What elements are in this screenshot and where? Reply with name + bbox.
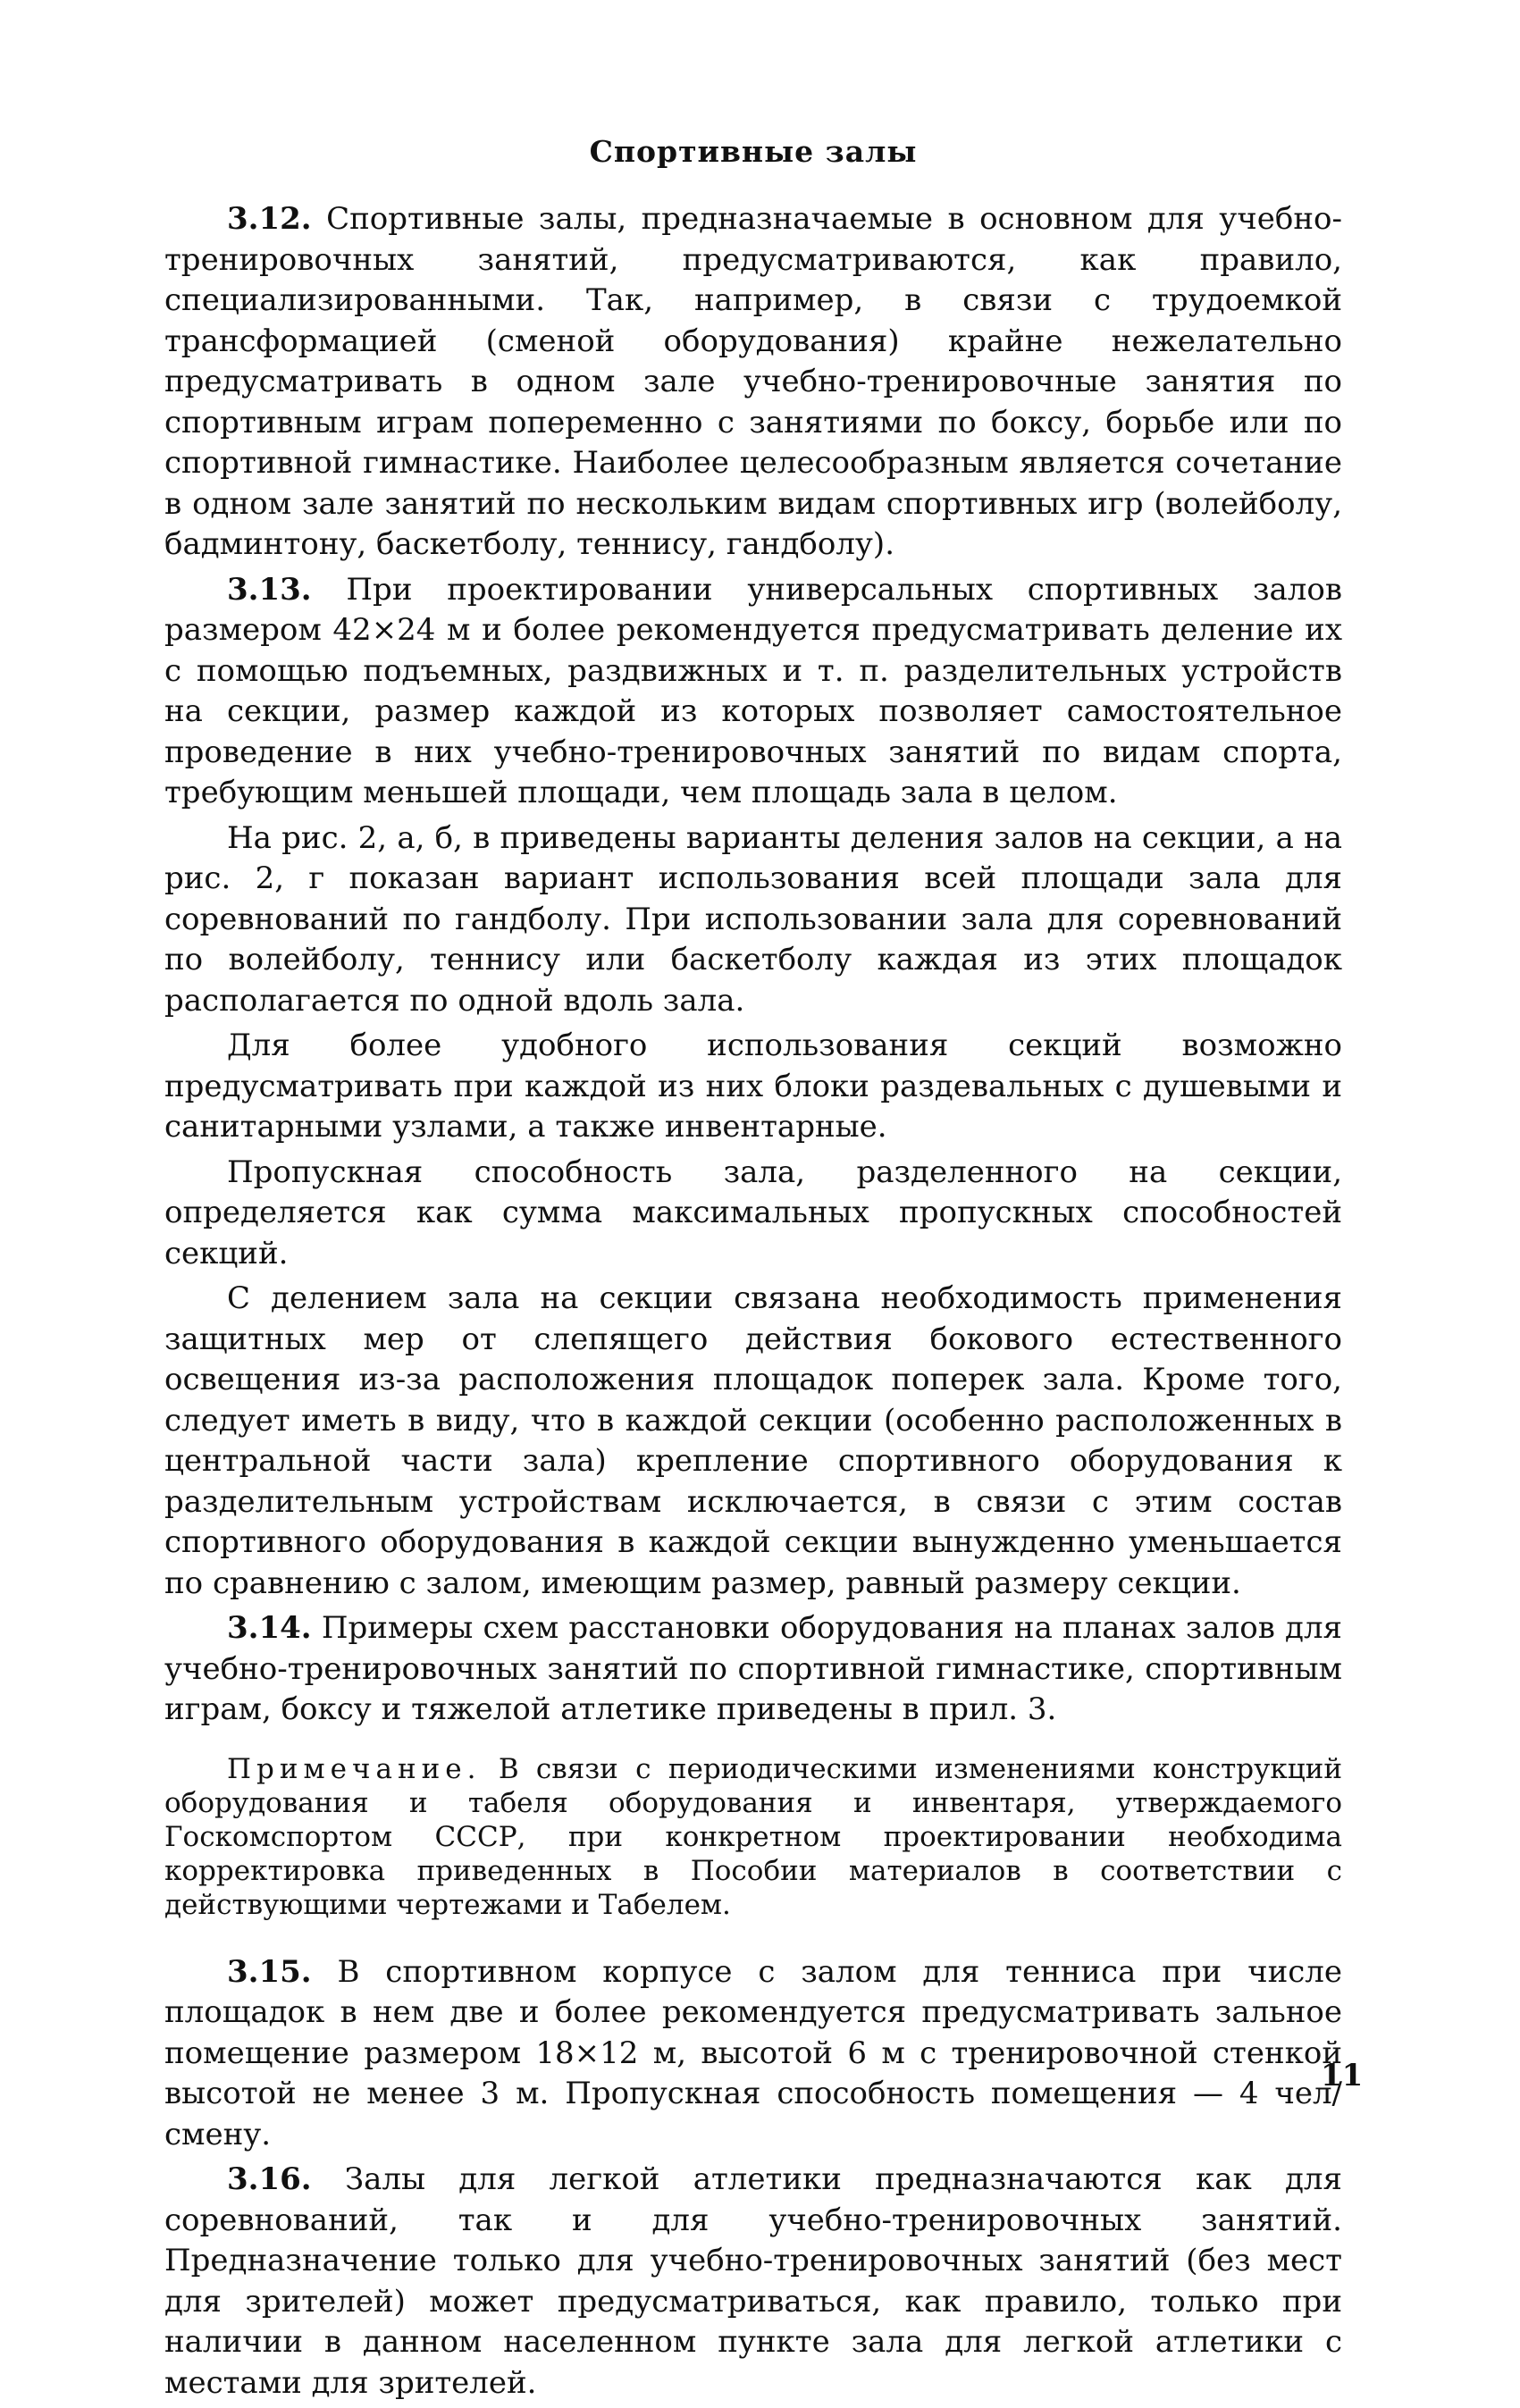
paragraph-text: Пропускная способность зала, разделенного на секции, определяется как сумма максимальных пропускных способностей секций. (164, 1154, 1342, 1271)
paragraph-3-16 (164, 2160, 1342, 2404)
paragraph-3-14 (164, 1608, 1342, 1731)
clause-number: 3.13. (227, 571, 312, 608)
section-heading: Спортивные залы (589, 134, 918, 169)
clause-number: 3.12. (227, 201, 312, 237)
clause-number: 3.15. (227, 1953, 312, 1990)
paragraph-text: На рис. 2, а, б, в приведены варианты деления залов на секции, а на рис. 2, г показан вариант использования всей площади зала для соревнований по гандболу. При использовании зала для соревнований по волейболу, теннису или баскетболу каждая из этих площадок располагается по одной вдоль зала. (164, 819, 1342, 1019)
paragraph-section-blocks (164, 1026, 1342, 1148)
clause-number: 3.16. (227, 2161, 312, 2197)
paragraph-3-13 (164, 570, 1342, 814)
paragraph-text: В спортивном корпусе с залом для тенниса при числе площадок в нем две и более рекомендуется предусматривать зальное помещение размером 18×12 м, высотой 6 м с тренировочной стенкой высотой не менее 3 м. Пропускная способность помещения — 4 чел/смену. (164, 1953, 1342, 2152)
note-label: Примечание. (227, 1752, 482, 1785)
paragraph-capacity (164, 1153, 1342, 1275)
paragraph-3-12 (164, 199, 1342, 566)
document-page (164, 134, 1342, 2408)
paragraph-figure-variants (164, 818, 1342, 1022)
paragraph-3-15 (164, 1952, 1342, 2156)
paragraph-text: Для более удобного использования секций возможно предусматривать при каждой из них блоки раздевальных с душевыми и санитарными узлами, а также инвентарные. (164, 1028, 1342, 1145)
page-number: 11 (1321, 2058, 1364, 2093)
paragraph-text: При проектировании универсальных спортивных залов размером 42×24 м и более рекомендуется предусматривать деление их с помощью подъемных, раздвижных и т. п. разделительных устройств на секции, размер каждой из которых позволяет самостоятельное проведение в них учебно-тренировочных занятий по видам спорта, требующим меньшей площади, чем площадь зала в целом. (164, 571, 1342, 810)
paragraph-text: Примеры схем расстановки оборудования на планах залов для учебно-тренировочных занятий по спортивной гимнастике, спортивным играм, боксу и тяжелой атлетике приведены в прил. 3. (164, 1610, 1342, 1727)
paragraph-protection (164, 1279, 1342, 1604)
clause-number: 3.14. (227, 1610, 312, 1646)
paragraph-text: Залы для легкой атлетики предназначаются как для соревнований, так и для учебно-тренировочных занятий. Предназначение только для учебно-тренировочных занятий (без мест для зрителей) может предусматриваться, как правило, только при наличии в данном населенном пункте зала для легкой атлетики с местами для зрителей. (164, 2161, 1342, 2401)
paragraph-text: С делением зала на секции связана необходимость применения защитных мер от слепящего действия бокового естественного освещения из-за расположения площадок поперек зала. Кроме того, следует иметь в виду, что в каждой секции (особенно расположенных в центральной части зала) крепление спортивного оборудования к разделительным устройствам исключается, в связи с этим состав спортивного оборудования в каждой секции вынужденно уменьшается по сравнению с залом, имеющим размер, равный размеру секции. (164, 1280, 1342, 1601)
note-paragraph (164, 1752, 1342, 1922)
note-text: В связи с периодическими изменениями конструкций оборудования и табеля оборудования и инвентаря, утверждаемого Госкомспортом СССР, при конкретном проектировании необходима корректировка приведенных в Пособии материалов в соответствии с действующими чертежами и Табелем. (164, 1752, 1342, 1921)
paragraph-text: Спортивные залы, предназначаемые в основном для учебно-тренировочных занятий, предусматриваются, как правило, специализированными. Так, например, в связи с трудоемкой трансформацией (сменой оборудования) крайне нежелательно предусматривать в одном зале учебно-тренировочные занятия по спортивным играм попеременно с занятиями по боксу, борьбе или по спортивной гимнастике. Наиболее целесообразным является сочетание в одном зале занятий по нескольким видам спортивных игр (волейболу, бадминтону, баскетболу, теннису, гандболу). (164, 201, 1342, 562)
